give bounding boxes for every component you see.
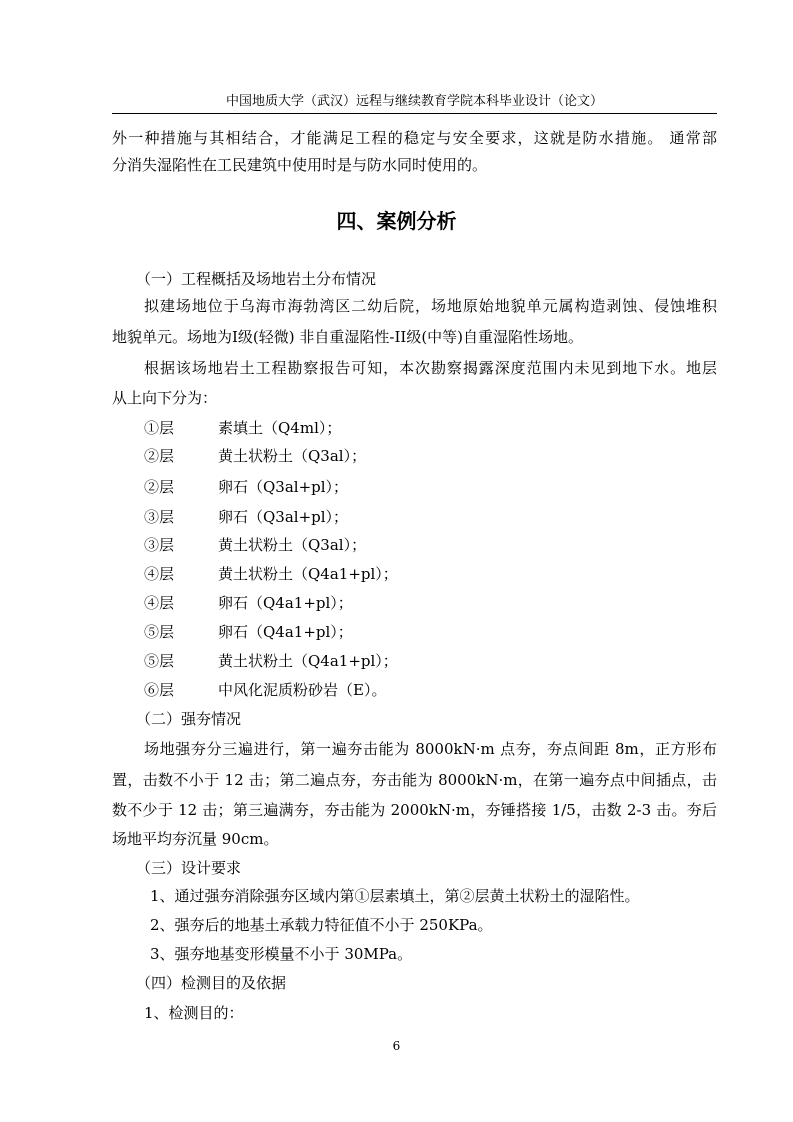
layer-num: ⑤层 (144, 652, 175, 670)
page-header: 中国地质大学（武汉）远程与继续教育学院本科毕业设计（论文） (225, 94, 603, 109)
intro-line-2: 分消失湿陷性在工民建筑中使用时是与防水同时使用的。 (112, 156, 488, 174)
section-title: 四、案例分析 (336, 209, 457, 233)
layer-desc: 卵石（Q3al+pl）； (218, 508, 349, 526)
header-rule (112, 113, 717, 114)
layer-num: ②层 (144, 447, 175, 465)
layer-num: ④层 (144, 565, 175, 583)
page-number: 6 (392, 1039, 401, 1053)
s1-p1-line-2: 地貌单元。场地为I级(轻微) 非自重湿陷性-II级(中等)自重湿陷性场地。 (112, 328, 584, 346)
s2-p-line-4: 场地平均夯沉量 90cm。 (112, 830, 279, 848)
layer-item (144, 507, 348, 527)
layer-desc: 黄土状粉土（Q4a1+pl）； (218, 652, 398, 670)
s1-p2-line-2: 从上向下分为： (112, 389, 218, 407)
s2-p-line-2: 置，击数不小于 12 击；第二遍点夯，夯击能为 8000kN·m，在第一遍夯点中间插点，击 (112, 771, 717, 789)
s3-item-2: 2、强夯后的地基土承载力特征值不小于 250KPa。 (150, 916, 493, 934)
s4-item-1: 1、检测目的： (144, 1004, 244, 1022)
s4-heading: （四）检测目的及依据 (136, 974, 287, 992)
layer-desc: 素填土（Q4ml）； (218, 419, 342, 437)
s1-p2-line-1: 根据该场地岩土工程勘察报告可知，本次勘察揭露深度范围内未见到地下水。地层 (144, 359, 717, 377)
s3-item-1: 1、通过强夯消除强夯区域内第①层素填土，第②层黄土状粉土的湿陷性。 (150, 887, 640, 905)
layer-num: ④层 (144, 594, 175, 612)
layer-item (144, 535, 366, 555)
layer-desc: 卵石（Q4a1+pl）； (218, 594, 353, 612)
layer-num: ⑤层 (144, 623, 175, 641)
layer-num: ③层 (144, 536, 175, 554)
s1-p1-line-1: 拟建场地位于乌海市海勃湾区二幼后院，场地原始地貌单元属构造剥蚀、侵蚀堆积 (144, 297, 717, 315)
layer-desc: 卵石（Q4a1+pl）； (218, 623, 353, 641)
layer-item (144, 622, 353, 642)
s3-heading: （三）设计要求 (136, 859, 242, 877)
layer-item (144, 418, 341, 438)
layer-num: ①层 (144, 419, 175, 437)
layer-item (144, 680, 386, 700)
layer-item (144, 593, 353, 613)
layer-num: ②层 (144, 478, 175, 496)
layer-item (144, 446, 366, 466)
layer-num: ⑥层 (144, 681, 175, 699)
layer-num: ③层 (144, 508, 175, 526)
s2-heading: （二）强夯情况 (136, 710, 242, 728)
layer-desc: 黄土状粉土（Q4a1+pl）； (218, 565, 398, 583)
layer-desc: 黄土状粉土（Q3al）； (218, 536, 367, 554)
layer-item (144, 477, 348, 497)
s2-p-line-1: 场地强夯分三遍进行，第一遍夯击能为 8000kN·m 点夯，夯点间距 8m，正方形布 (144, 740, 717, 758)
layer-desc: 中风化泥质粉砂岩（E）。 (218, 681, 387, 699)
s1-heading: （一）工程概括及场地岩土分布情况 (136, 270, 377, 288)
layer-item (144, 564, 398, 584)
layer-desc: 卵石（Q3al+pl）； (218, 478, 349, 496)
intro-line-1: 外一种措施与其相结合，才能满足工程的稳定与安全要求，这就是防水措施。 通常部 (112, 129, 717, 147)
layer-item (144, 651, 398, 671)
s2-p-line-3: 数不少于 12 击；第三遍满夯，夯击能为 2000kN·m，夯锤搭接 1/5，击数 2-3 击。夯后 (112, 801, 717, 819)
s3-item-3: 3、强夯地基变形模量不小于 30MPa。 (150, 945, 413, 963)
layer-desc: 黄土状粉土（Q3al）； (218, 447, 367, 465)
